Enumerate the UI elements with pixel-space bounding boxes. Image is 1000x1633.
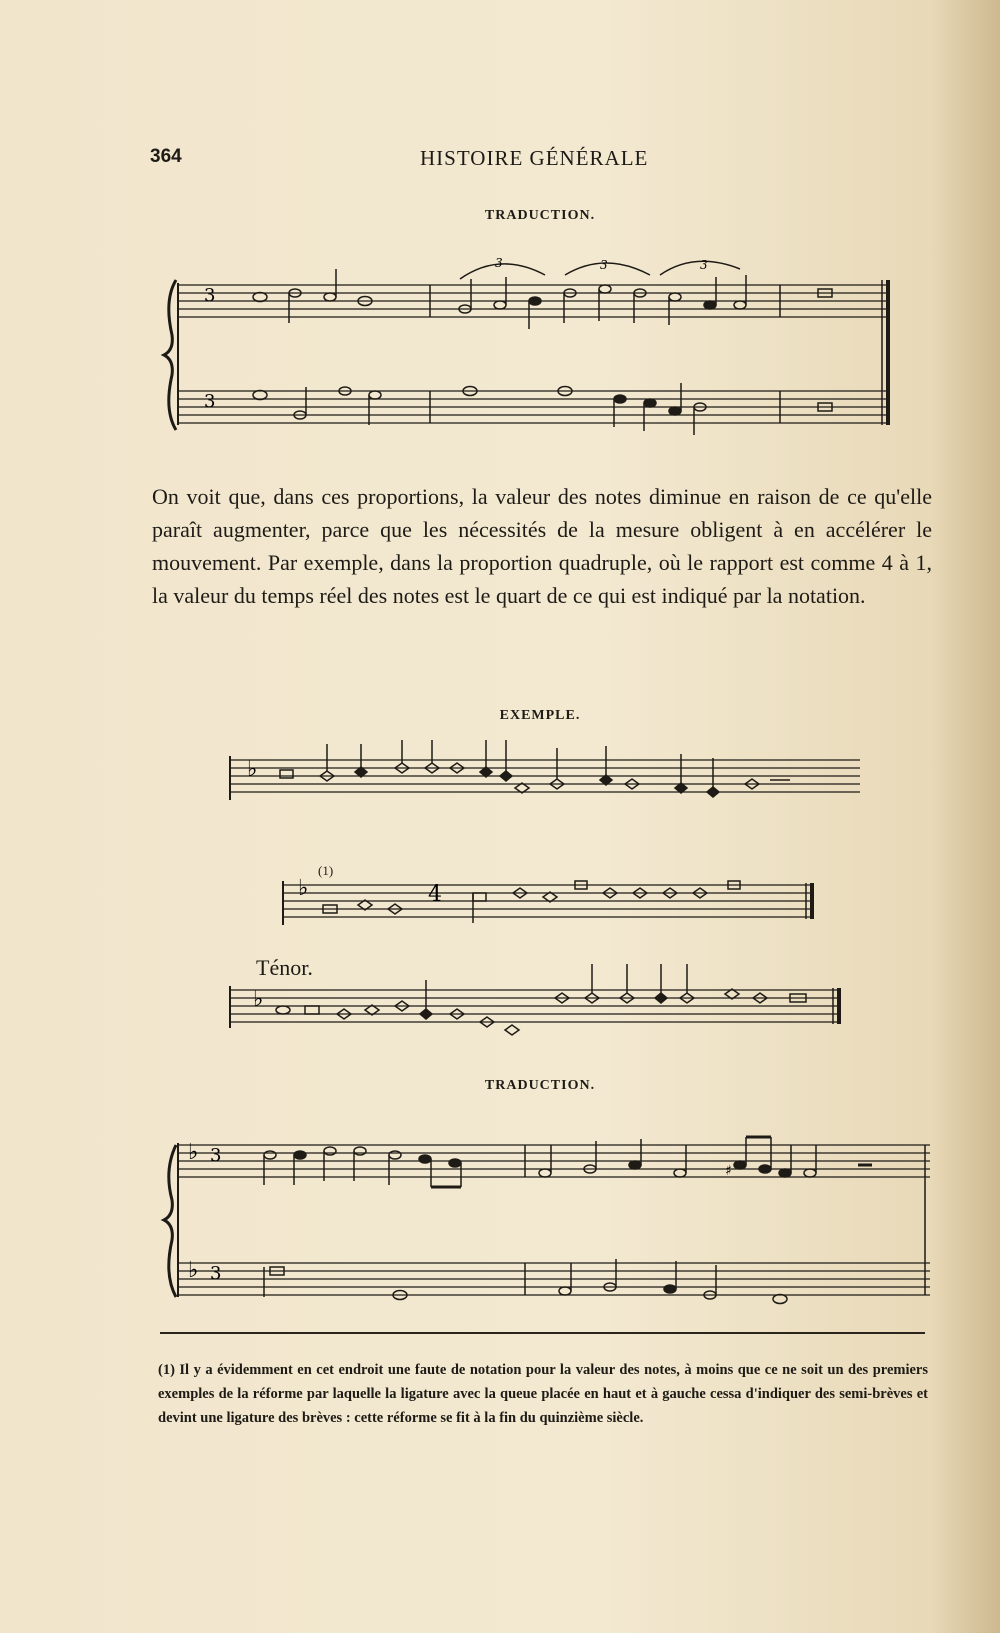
footnote-text: (1) Il y a évidemment en cet endroit une faute de notation pour la valeur des notes, à moins que ce ne soit un des premiers exemples de la réforme par laquelle la ligature avec la queue placée en haut et à gauche cessa d'indiquer des semi-brèves et devint une ligature des brèves : cette réforme se fit à la fin du quinzième siècle. — [158, 1362, 928, 1426]
time-signature-upper: 3 — [210, 1145, 222, 1166]
tuplet-mark: 3 — [700, 258, 708, 272]
footnote-marker: (1) — [318, 863, 334, 878]
tuplet-mark: 3 — [600, 258, 608, 272]
page-header — [150, 146, 930, 176]
caption-example: EXEMPLE. — [499, 708, 581, 723]
time-signature-lower: 3 — [204, 391, 216, 412]
caption-second-translation: TRADUCTION. — [484, 1078, 596, 1093]
tenor-label: Ténor. — [256, 955, 313, 980]
time-signature-upper: 3 — [204, 285, 216, 306]
translation-score-2 — [160, 1125, 940, 1305]
note-half — [253, 293, 267, 302]
flat-sign: ♭ — [188, 1140, 199, 1165]
translation-score-1 — [160, 255, 940, 445]
brace — [164, 280, 176, 430]
brace — [164, 1145, 176, 1297]
proportion-sign: 4 — [428, 882, 442, 907]
footnote-separator — [160, 1332, 925, 1334]
body-paragraph: On voit que, dans ces proportions, la valeur des notes diminue en raison de ce qu'elle paraît augmenter, parce que les nécessités de la mesure obligent à en accélérer le mouvement. Par exemple, dans la proportion quadruple, où le rapport est comme 4 à 1, la valeur du temps réel des notes est le quart de ce qui est indiqué par la notation. — [152, 484, 932, 608]
example-staff-2 — [278, 865, 818, 945]
example-tenor-staff — [225, 950, 845, 1040]
example-staff-1 — [225, 740, 865, 830]
flat-sign: ♭ — [188, 1258, 199, 1283]
flat-sign: ♭ — [247, 757, 258, 782]
caption-first-translation: TRADUCTION. — [484, 208, 596, 223]
note-half — [324, 293, 336, 301]
page-number: 364 — [150, 146, 182, 167]
running-title: HISTOIRE GÉNÉRALE — [420, 146, 649, 170]
flat-sign: ♭ — [298, 876, 309, 901]
sharp-sign: ♯ — [725, 1163, 732, 1179]
tuplet-mark: 3 — [495, 256, 503, 270]
time-signature-lower: 3 — [210, 1263, 222, 1284]
flat-sign: ♭ — [253, 987, 264, 1012]
